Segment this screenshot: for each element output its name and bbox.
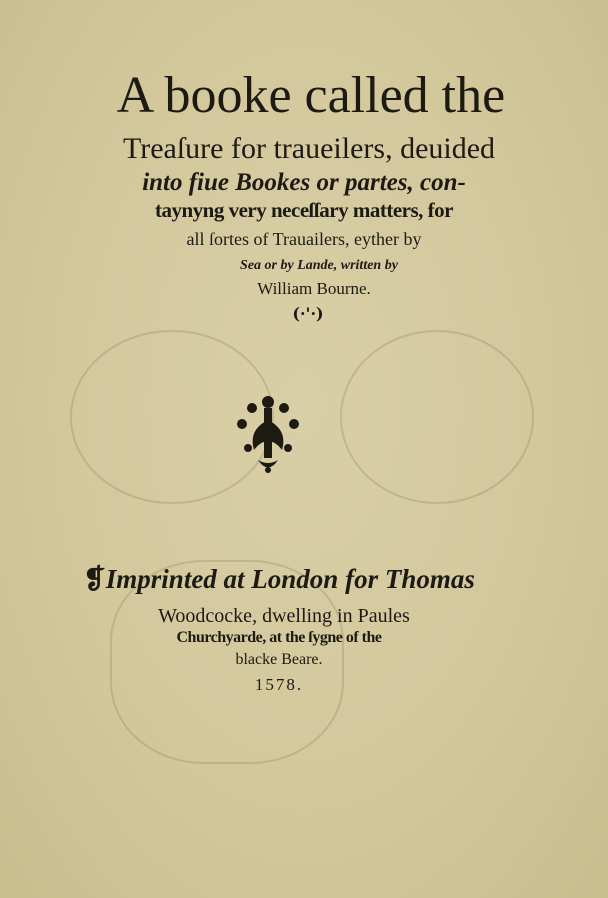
imprint-line-blackletter: Churchyarde, at the ſygne of the [176,629,382,646]
imprint-line: blacke Beare. [235,651,323,668]
title-line-blackletter: taynyng very neceſſary matters, for [155,198,453,222]
title-heading: A booke called the [116,67,506,124]
imprint-line [0,566,608,593]
show-through-ornament [340,330,534,504]
title-line: Treaſure for traueilers, deuided [122,132,496,165]
title-line: Sea or by Lande, written by [240,258,398,273]
pilcrow-icon: ❡ [83,564,106,594]
title-line: into fiue Bookes or partes, con- [142,169,466,196]
imprint-line: Woodcocke, dwelling in Paules [158,605,410,627]
fleuron-ornament-icon [228,390,308,475]
imprint-text: Imprinted at London for Thomas [105,564,475,594]
printer-mark: (·'·) [292,304,324,323]
author-name: William Bourne. [257,279,371,298]
title-line: all ſortes of Trauailers, eyther by [186,229,422,249]
imprint-year: 1578. [254,675,304,694]
